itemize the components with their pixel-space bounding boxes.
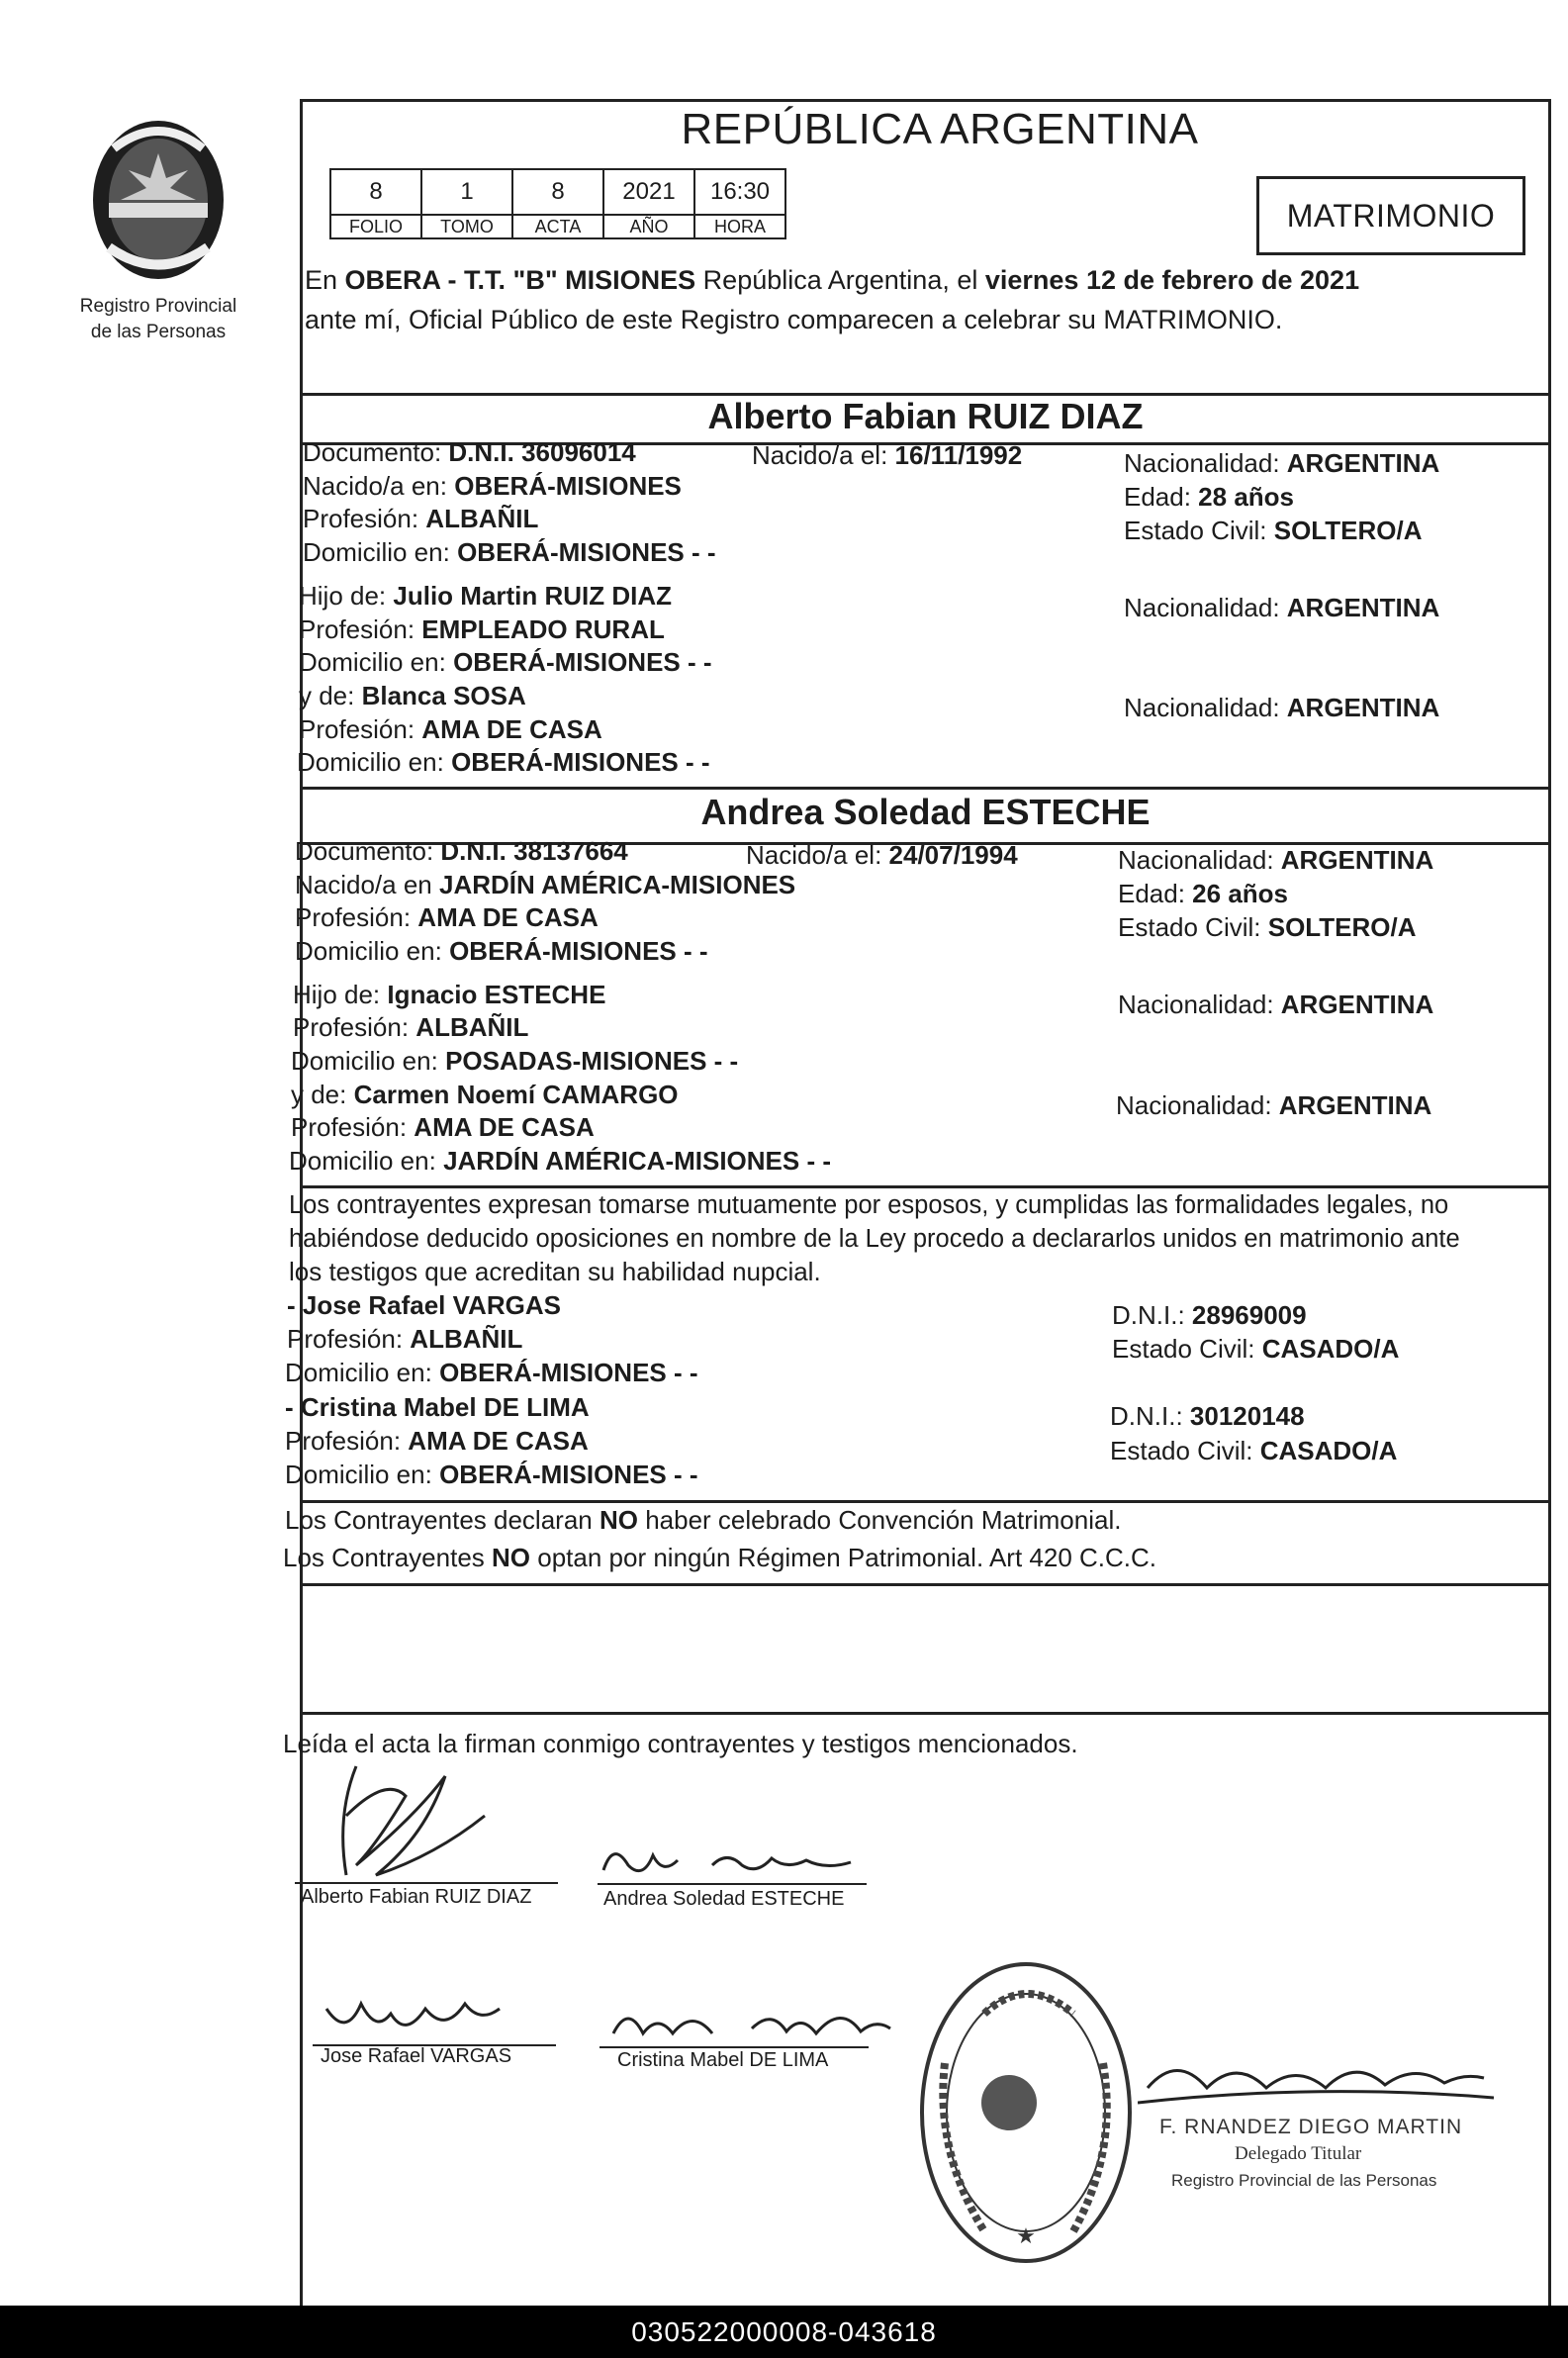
party1-mother-nationality (1124, 691, 1439, 724)
label: Domicilio en: (297, 747, 452, 777)
registry-caption-1: Registro Provincial (79, 296, 237, 317)
value: AMA DE CASA (408, 1426, 589, 1456)
regime-statement (283, 1541, 1156, 1574)
party1-father-nationality (1124, 591, 1439, 624)
signature-scribble-icon (317, 1989, 514, 2048)
party2-nationality (1118, 843, 1433, 877)
party2-profession (295, 900, 599, 934)
label: Estado Civil: (1118, 912, 1268, 942)
party1-name: Alberto Fabian RUIZ DIAZ (707, 396, 1144, 436)
label: Nacionalidad: (1124, 448, 1287, 478)
party2-mother (291, 1078, 679, 1111)
hora-label: HORA (694, 215, 785, 238)
witness2-address (285, 1458, 698, 1491)
record-table (329, 168, 786, 239)
signature-line (598, 1883, 867, 1885)
official-org: Registro Provincial de las Personas (1171, 2171, 1437, 2190)
value: 26 años (1192, 879, 1288, 908)
official-role: Delegado Titular (1235, 2143, 1362, 2164)
party1-document (303, 435, 636, 469)
label: Nacido/a el: (752, 440, 895, 470)
witness1-address (285, 1356, 698, 1389)
tomo-value: 1 (421, 169, 512, 215)
label: Nacionalidad: (1124, 693, 1287, 722)
value: SOLTERO/A (1267, 912, 1417, 942)
label: Documento: (303, 437, 449, 467)
label: Profesión: (303, 504, 426, 533)
value: Julio Martin RUIZ DIAZ (393, 581, 673, 611)
divider (300, 787, 1551, 790)
party1-born-on (752, 438, 1022, 472)
witness1-dni (1112, 1298, 1307, 1332)
value: ARGENTINA (1286, 593, 1440, 622)
divider (300, 1583, 1551, 1586)
hora-value: 16:30 (694, 169, 785, 215)
party1-birthplace (303, 469, 682, 503)
value: POSADAS-MISIONES - - (445, 1046, 739, 1076)
intro-date: viernes 12 de febrero de 2021 (984, 265, 1360, 295)
label: Edad: (1118, 879, 1193, 908)
registry-logo (59, 109, 257, 343)
value: ARGENTINA (1278, 1090, 1432, 1120)
label: Profesión: (299, 614, 422, 644)
label: Nacionalidad: (1116, 1090, 1279, 1120)
label: D.N.I.: (1112, 1300, 1192, 1330)
signature-label-2: Andrea Soledad ESTECHE (603, 1888, 845, 1910)
value: AMA DE CASA (417, 902, 599, 932)
party2-document (295, 834, 628, 868)
label: Hijo de: (293, 980, 388, 1009)
text: NO (492, 1543, 531, 1572)
folio-label: FOLIO (330, 215, 421, 238)
intro-text: En (305, 265, 345, 295)
value: ALBAÑIL (425, 504, 539, 533)
acta-label: ACTA (512, 215, 603, 238)
label: Domicilio en: (289, 1146, 444, 1176)
value: AMA DE CASA (421, 714, 602, 744)
value: ARGENTINA (1280, 845, 1434, 875)
official-signature-icon (1138, 2043, 1494, 2113)
label: Profesión: (291, 1112, 415, 1142)
party1-age (1124, 480, 1294, 514)
svg-text:★: ★ (1016, 2223, 1036, 2248)
text: NO (599, 1505, 638, 1535)
label: Nacido/a en (295, 870, 439, 899)
value: 30120148 (1189, 1401, 1305, 1431)
text: haber celebrado Convención Matrimonial. (637, 1505, 1122, 1535)
value: EMPLEADO RURAL (421, 614, 665, 644)
party2-name: Andrea Soledad ESTECHE (700, 792, 1151, 832)
text: Los Contrayentes declaran (285, 1505, 600, 1535)
witness2-name: - Cristina Mabel DE LIMA (285, 1392, 590, 1422)
party1-father-address (299, 645, 712, 679)
party2-father-address (291, 1044, 738, 1078)
value: OBERÁ-MISIONES - - (451, 747, 710, 777)
witness1-name: - Jose Rafael VARGAS (287, 1290, 561, 1320)
party2-born-on (746, 838, 1018, 872)
declaration-line-2: habiéndose deducido oposiciones en nombre de la Ley procedo a declararlos unidos en matrimonio ante (289, 1225, 1460, 1253)
label: Nacionalidad: (1118, 990, 1281, 1019)
value: D.N.I. 38137664 (440, 836, 628, 866)
convention-statement (285, 1503, 1121, 1537)
label: Estado Civil: (1112, 1334, 1262, 1364)
label: Nacido/a en: (303, 471, 455, 501)
official-name: F. RNANDEZ DIEGO MARTIN (1159, 2116, 1463, 2138)
value: JARDÍN AMÉRICA-MISIONES (438, 870, 796, 899)
party2-civil-status (1118, 910, 1416, 944)
signature-line (600, 2046, 869, 2048)
label: Domicilio en: (291, 1046, 446, 1076)
label: Hijo de: (299, 581, 394, 611)
declaration-line-1: Los contrayentes expresan tomarse mutuamente por esposos, y cumplidas las formalidades legales, no (289, 1191, 1449, 1219)
label: Domicilio en: (285, 1358, 440, 1387)
label: Edad: (1124, 482, 1199, 512)
label: D.N.I.: (1110, 1401, 1190, 1431)
label: Domicilio en: (303, 537, 458, 567)
party2-age (1118, 877, 1288, 910)
party2-mother-profession (291, 1110, 595, 1144)
party1-nationality (1124, 446, 1439, 480)
registry-caption-2: de las Personas (90, 322, 227, 342)
value: JARDÍN AMÉRICA-MISIONES - - (443, 1146, 831, 1176)
signature-scribble-icon (594, 1831, 871, 1890)
party1-address (303, 535, 716, 569)
value: 16/11/1992 (894, 440, 1023, 470)
signature-scribble-icon (603, 1994, 900, 2053)
value: ARGENTINA (1286, 693, 1440, 722)
page-title: REPÚBLICA ARGENTINA (681, 105, 1199, 153)
value: Blanca SOSA (361, 681, 526, 710)
label: Domicilio en: (295, 936, 450, 966)
value: AMA DE CASA (414, 1112, 595, 1142)
closing-statement: Leída el acta la firman conmigo contrayentes y testigos mencionados. (283, 1729, 1078, 1758)
value: OBERÁ-MISIONES - - (439, 1460, 698, 1489)
province-seal-icon (79, 109, 237, 287)
value: Ignacio ESTECHE (387, 980, 606, 1009)
party2-father (293, 978, 605, 1011)
anio-value: 2021 (603, 169, 694, 215)
tomo-label: TOMO (421, 215, 512, 238)
label: Nacido/a el: (746, 840, 889, 870)
text: Los Contrayentes (283, 1543, 493, 1572)
value: CASADO/A (1261, 1334, 1400, 1364)
signature-label-4: Cristina Mabel DE LIMA (617, 2049, 829, 2071)
signature-label-1: Alberto Fabian RUIZ DIAZ (301, 1886, 532, 1908)
document-code: 030522000008-043618 (0, 2306, 1568, 2358)
label: Domicilio en: (285, 1460, 440, 1489)
intro-text: República Argentina, el (695, 265, 985, 295)
party1-mother-profession (299, 712, 602, 746)
folio-value: 8 (330, 169, 421, 215)
value: D.N.I. 36096014 (448, 437, 636, 467)
value: ARGENTINA (1286, 448, 1440, 478)
party1-mother-address (297, 745, 710, 779)
party1-profession (303, 502, 538, 535)
official-stamp-icon (915, 1954, 1138, 2271)
value: 24/07/1994 (888, 840, 1018, 870)
party1-father-profession (299, 613, 665, 646)
value: OBERÁ-MISIONES (454, 471, 682, 501)
anio-label: AÑO (603, 215, 694, 238)
intro-line-2: ante mí, Oficial Público de este Registro comparecen a celebrar su MATRIMONIO. (305, 305, 1283, 334)
text: optan por ningún Régimen Patrimonial. Art 420 C.C.C. (530, 1543, 1157, 1572)
signature-label-3: Jose Rafael VARGAS (321, 2045, 512, 2067)
party2-father-profession (293, 1010, 528, 1044)
party2-birthplace (295, 868, 795, 901)
signature-scribble-icon (317, 1756, 514, 1895)
value: OBERÁ-MISIONES - - (449, 936, 708, 966)
value: OBERÁ-MISIONES - - (457, 537, 716, 567)
party2-father-nationality (1118, 988, 1433, 1021)
signature-line (295, 1882, 558, 1884)
label: Profesión: (287, 1324, 411, 1354)
witness1-profession (287, 1322, 522, 1356)
party2-mother-nationality (1116, 1088, 1431, 1122)
label: Estado Civil: (1124, 516, 1274, 545)
acta-value: 8 (512, 169, 603, 215)
value: CASADO/A (1259, 1436, 1398, 1465)
witness1-civil-status (1112, 1332, 1399, 1366)
intro-line-1 (305, 263, 1359, 297)
certificate-type-badge: MATRIMONIO (1256, 176, 1525, 255)
label: Profesión: (295, 902, 418, 932)
intro-place: OBERA - T.T. "B" MISIONES (344, 265, 696, 295)
party2-mother-address (289, 1144, 831, 1178)
divider (300, 1712, 1551, 1715)
party2-address (295, 934, 708, 968)
value: OBERÁ-MISIONES - - (439, 1358, 698, 1387)
party1-civil-status (1124, 514, 1422, 547)
label: Profesión: (299, 714, 422, 744)
party1-father (299, 579, 672, 613)
witness2-civil-status (1110, 1434, 1397, 1467)
value: 28 años (1198, 482, 1294, 512)
party1-mother (299, 679, 526, 712)
value: ALBAÑIL (415, 1012, 529, 1042)
declaration-line-3: los testigos que acreditan su habilidad nupcial. (289, 1257, 821, 1286)
label: Estado Civil: (1110, 1436, 1260, 1465)
value: ALBAÑIL (410, 1324, 523, 1354)
label: Profesión: (293, 1012, 416, 1042)
label: Domicilio en: (299, 647, 454, 677)
value: ARGENTINA (1280, 990, 1434, 1019)
label: Nacionalidad: (1124, 593, 1287, 622)
label: y de: (299, 681, 362, 710)
label: Nacionalidad: (1118, 845, 1281, 875)
witness2-dni (1110, 1399, 1305, 1433)
value: Carmen Noemí CAMARGO (353, 1080, 679, 1109)
label: Documento: (295, 836, 441, 866)
label: Profesión: (285, 1426, 409, 1456)
value: OBERÁ-MISIONES - - (453, 647, 712, 677)
witness2-profession (285, 1424, 589, 1458)
value: SOLTERO/A (1273, 516, 1423, 545)
label: y de: (291, 1080, 354, 1109)
value: 28969009 (1191, 1300, 1307, 1330)
